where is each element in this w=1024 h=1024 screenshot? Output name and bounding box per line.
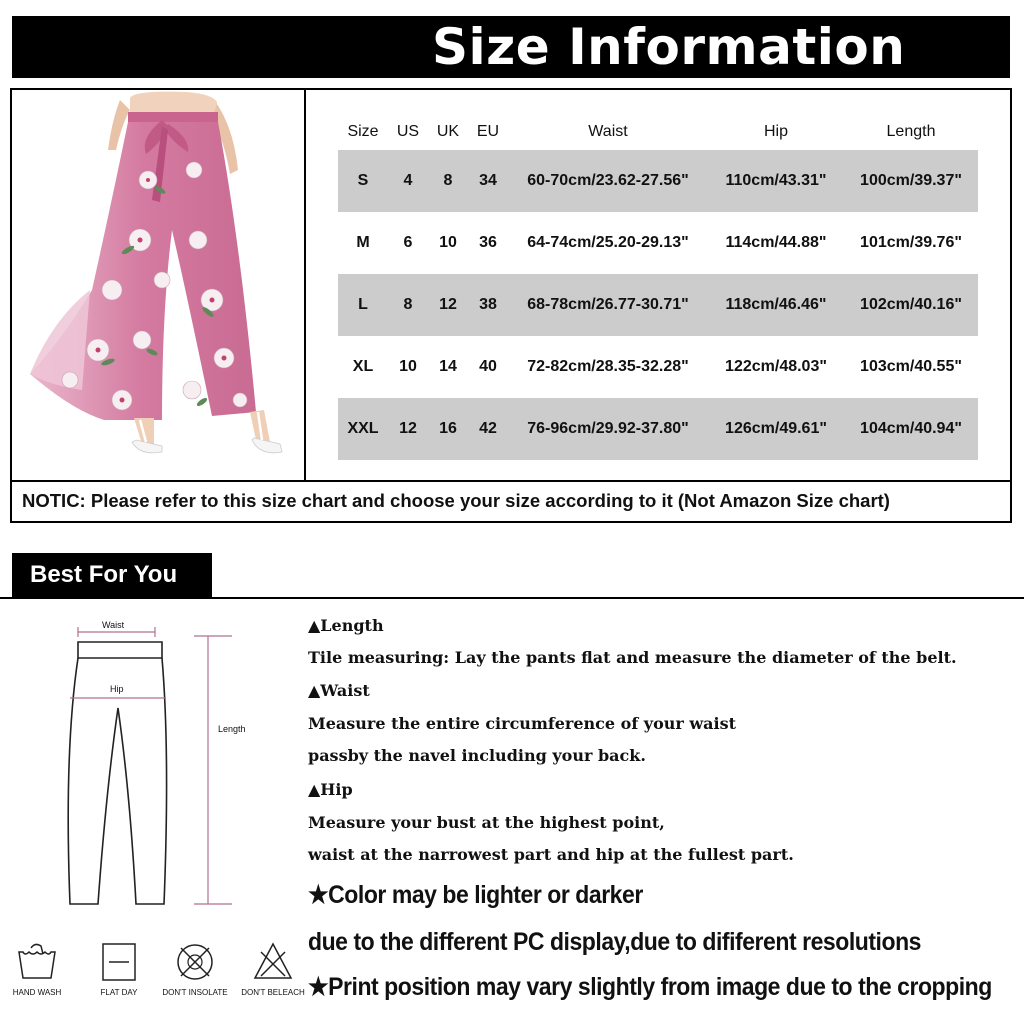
table-row — [338, 398, 978, 460]
product-photo — [12, 90, 306, 480]
care-item — [238, 940, 308, 997]
color-note: ★Color may be lighter or darker — [308, 881, 643, 909]
column-header: Waist — [588, 123, 628, 140]
hip-label: Hip — [110, 684, 124, 694]
table-cell: 42 — [479, 420, 497, 437]
table-cell: 10 — [439, 234, 457, 251]
size-table — [338, 114, 978, 460]
table-cell: L — [358, 296, 368, 313]
table-cell: 36 — [479, 234, 497, 251]
table-cell: 118cm/46.46" — [725, 296, 827, 313]
table-cell: XL — [352, 358, 374, 375]
table-cell: 40 — [479, 358, 497, 375]
table-cell: 4 — [403, 172, 413, 189]
floral-pants-illustration — [12, 90, 304, 480]
care-item — [2, 940, 72, 997]
table-cell: 72-82cm/28.35-32.28" — [527, 358, 689, 375]
table-cell: S — [357, 172, 369, 189]
care-label: DON'T INSOLATE — [162, 988, 228, 997]
notice-row — [12, 480, 1010, 521]
title-bar — [12, 16, 1010, 78]
table-cell: 10 — [399, 358, 417, 375]
table-cell: 122cm/48.03" — [725, 358, 827, 375]
table-cell: 101cm/39.76" — [860, 234, 962, 251]
care-label: DON'T BELEACH — [241, 988, 305, 997]
table-cell: 8 — [403, 296, 413, 313]
pants-outline-icon — [40, 612, 270, 922]
column-header: US — [396, 123, 420, 140]
length-label: Length — [218, 724, 246, 734]
table-cell: 126cm/49.61" — [725, 420, 827, 437]
waist-label: Waist — [102, 620, 125, 630]
table-cell: 34 — [479, 172, 497, 189]
table-cell: 103cm/40.55" — [860, 358, 962, 375]
waist-text-2: passby the navel including your back. — [308, 746, 646, 765]
table-cell: 8 — [443, 172, 453, 189]
display-note: due to the different PC display,due to dififerent resolutions — [308, 928, 922, 956]
care-item — [84, 940, 154, 997]
hip-text-2: waist at the narrowest part and hip at the fullest part. — [308, 845, 794, 864]
table-header-row — [338, 114, 978, 150]
table-cell: 114cm/44.88" — [725, 234, 827, 251]
table-row — [338, 212, 978, 274]
best-for-you-tab — [12, 553, 212, 597]
table-cell: 6 — [403, 234, 413, 251]
table-cell: 14 — [439, 358, 457, 375]
section-divider — [0, 597, 1024, 599]
table-cell: 76-96cm/29.92-37.80" — [527, 420, 689, 437]
page-title: Size Information — [432, 18, 906, 76]
table-cell: 38 — [479, 296, 497, 313]
table-cell: 64-74cm/25.20-29.13" — [527, 234, 689, 251]
table-cell: M — [356, 234, 370, 251]
print-position-note: ★Print position may vary slightly from image due to the cropping — [308, 973, 992, 1001]
table-cell: 12 — [399, 420, 417, 437]
column-header: EU — [476, 123, 500, 140]
table-cell: 60-70cm/23.62-27.56" — [527, 172, 689, 189]
table-cell: 102cm/40.16" — [860, 296, 962, 313]
table-cell: XXL — [347, 420, 379, 437]
do-not-tumble-dry-icon — [173, 940, 217, 984]
column-header: Hip — [763, 123, 788, 140]
measurement-diagram — [40, 612, 270, 922]
table-cell: 100cm/39.37" — [860, 172, 962, 189]
length-text: Tile measuring: Lay the pants flat and measure the diameter of the belt. — [308, 648, 957, 667]
table-cell: 68-78cm/26.77-30.71" — [527, 296, 689, 313]
section-title: Best For You — [30, 561, 178, 588]
hip-text-1: Measure your bust at the highest point, — [308, 813, 665, 832]
table-cell: 12 — [439, 296, 457, 313]
table-row — [338, 150, 978, 212]
waist-text-1: Measure the entire circumference of your waist — [308, 714, 737, 733]
length-heading: ▲Length — [308, 616, 384, 635]
waist-heading: ▲Waist — [308, 681, 370, 700]
table-cell: 104cm/40.94" — [860, 420, 962, 437]
do-not-bleach-icon — [251, 940, 295, 984]
column-header: UK — [436, 123, 460, 140]
table-cell: 110cm/43.31" — [725, 172, 827, 189]
size-chart-box — [10, 88, 1012, 523]
care-label: FLAT DAY — [100, 988, 138, 997]
hand-wash-icon — [15, 940, 59, 984]
care-item — [160, 940, 230, 997]
size-table-cell — [304, 90, 1010, 480]
hip-heading: ▲Hip — [308, 780, 353, 799]
flat-dry-icon — [97, 940, 141, 984]
size-notice: NOTIC: Please refer to this size chart and choose your size according to it (Not Amazon Size chart) — [22, 490, 890, 511]
column-header: Length — [886, 123, 936, 140]
table-row — [338, 274, 978, 336]
table-row — [338, 336, 978, 398]
column-header: Size — [347, 123, 379, 140]
care-label: HAND WASH — [12, 988, 62, 997]
table-cell: 16 — [439, 420, 457, 437]
